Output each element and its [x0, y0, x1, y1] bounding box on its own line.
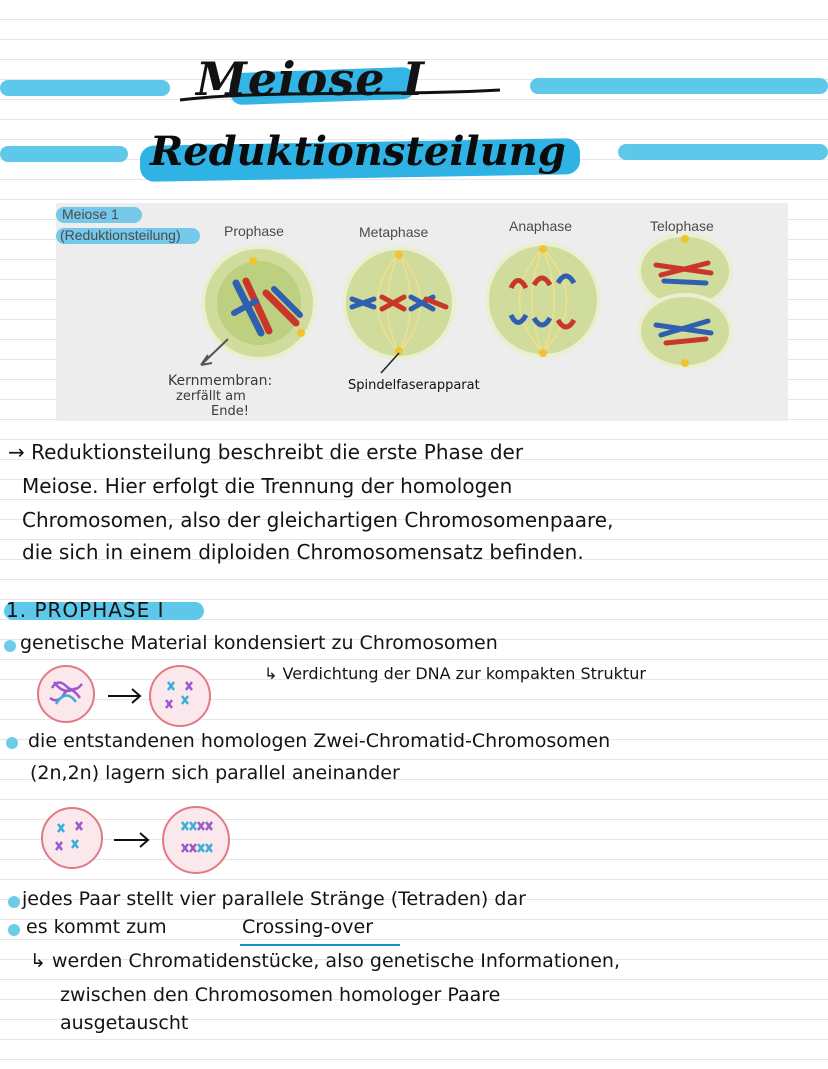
title-highlight-left-top — [0, 80, 170, 96]
annotation-nucleus-line1: Kernmembran: — [168, 373, 273, 389]
phase-label-metaphase: Metaphase — [359, 224, 429, 240]
telophase-cell — [639, 235, 731, 367]
intro-line-4: die sich in einem diploiden Chromosomensatz befinden. — [22, 540, 584, 564]
title-highlight-left-bottom — [0, 146, 128, 162]
page-subtitle: Reduktionsteilung — [150, 128, 566, 175]
bullet-3-text: jedes Paar stellt vier parallele Stränge (Tetraden) dar — [22, 888, 526, 910]
intro-line-1: → Reduktionsteilung beschreibt die erste Phase der — [8, 440, 524, 464]
meiosis-figure — [56, 203, 788, 421]
annotation-spindle: Spindelfaserapparat — [348, 378, 480, 393]
metaphase-cell — [344, 248, 454, 358]
intro-line-3: Chromosomen, also der gleichartigen Chromosomenpaare, — [22, 508, 614, 532]
anaphase-cell — [487, 244, 599, 357]
bullet-2-text-cont: (2n,2n) lagern sich parallel aneinander — [30, 762, 400, 784]
title-highlight-right-top — [530, 78, 828, 94]
annotation-nucleus-line3: Ende! — [211, 404, 249, 419]
phase-label-prophase: Prophase — [224, 223, 284, 239]
prophase-cell — [203, 247, 315, 359]
arrow-right-icon — [114, 833, 148, 847]
bullet-dot — [8, 896, 20, 908]
crossing-over-underline — [240, 944, 400, 946]
bullet-2-text: die entstandenen homologen Zwei-Chromatid-Chromosomen — [28, 730, 611, 752]
bullet-1-text: genetische Material kondensiert zu Chromosomen — [20, 632, 498, 654]
bullet-1-sub: ↳ Verdichtung der DNA zur kompakten Struktur — [264, 664, 646, 683]
bullet-4-sub-line2: zwischen den Chromosomen homologer Paare — [60, 984, 501, 1006]
page-title: Meiose I — [196, 52, 426, 106]
arrow-right-icon — [108, 689, 140, 703]
bullet-dot — [6, 737, 18, 749]
crossing-over-term: Crossing-over — [242, 916, 374, 938]
phase-label-anaphase: Anaphase — [509, 218, 573, 234]
bullet-dot — [4, 640, 16, 652]
bullet-dot — [8, 924, 20, 936]
figure-header-sub: (Reduktionsteilung) — [60, 227, 181, 243]
title-underline-stroke — [180, 88, 510, 108]
phase-label-telophase: Telophase — [650, 218, 714, 234]
bullet-4-prefix: es kommt zum — [26, 916, 167, 938]
figure-header: Meiose 1 — [62, 206, 119, 222]
intro-line-2: Meiose. Hier erfolgt die Trennung der homologen — [22, 474, 513, 498]
section-heading: 1. PROPHASE I — [6, 598, 165, 622]
bullet-4-sub-line3: ausgetauscht — [60, 1012, 189, 1034]
pairing-diagram — [40, 806, 240, 876]
annotation-nucleus-line2: zerfällt am — [176, 389, 246, 404]
bullet-4-sub-line1: ↳ werden Chromatidenstücke, also genetische Informationen, — [30, 950, 620, 972]
condensation-diagram — [34, 664, 224, 728]
title-highlight-right-bottom — [618, 144, 828, 160]
